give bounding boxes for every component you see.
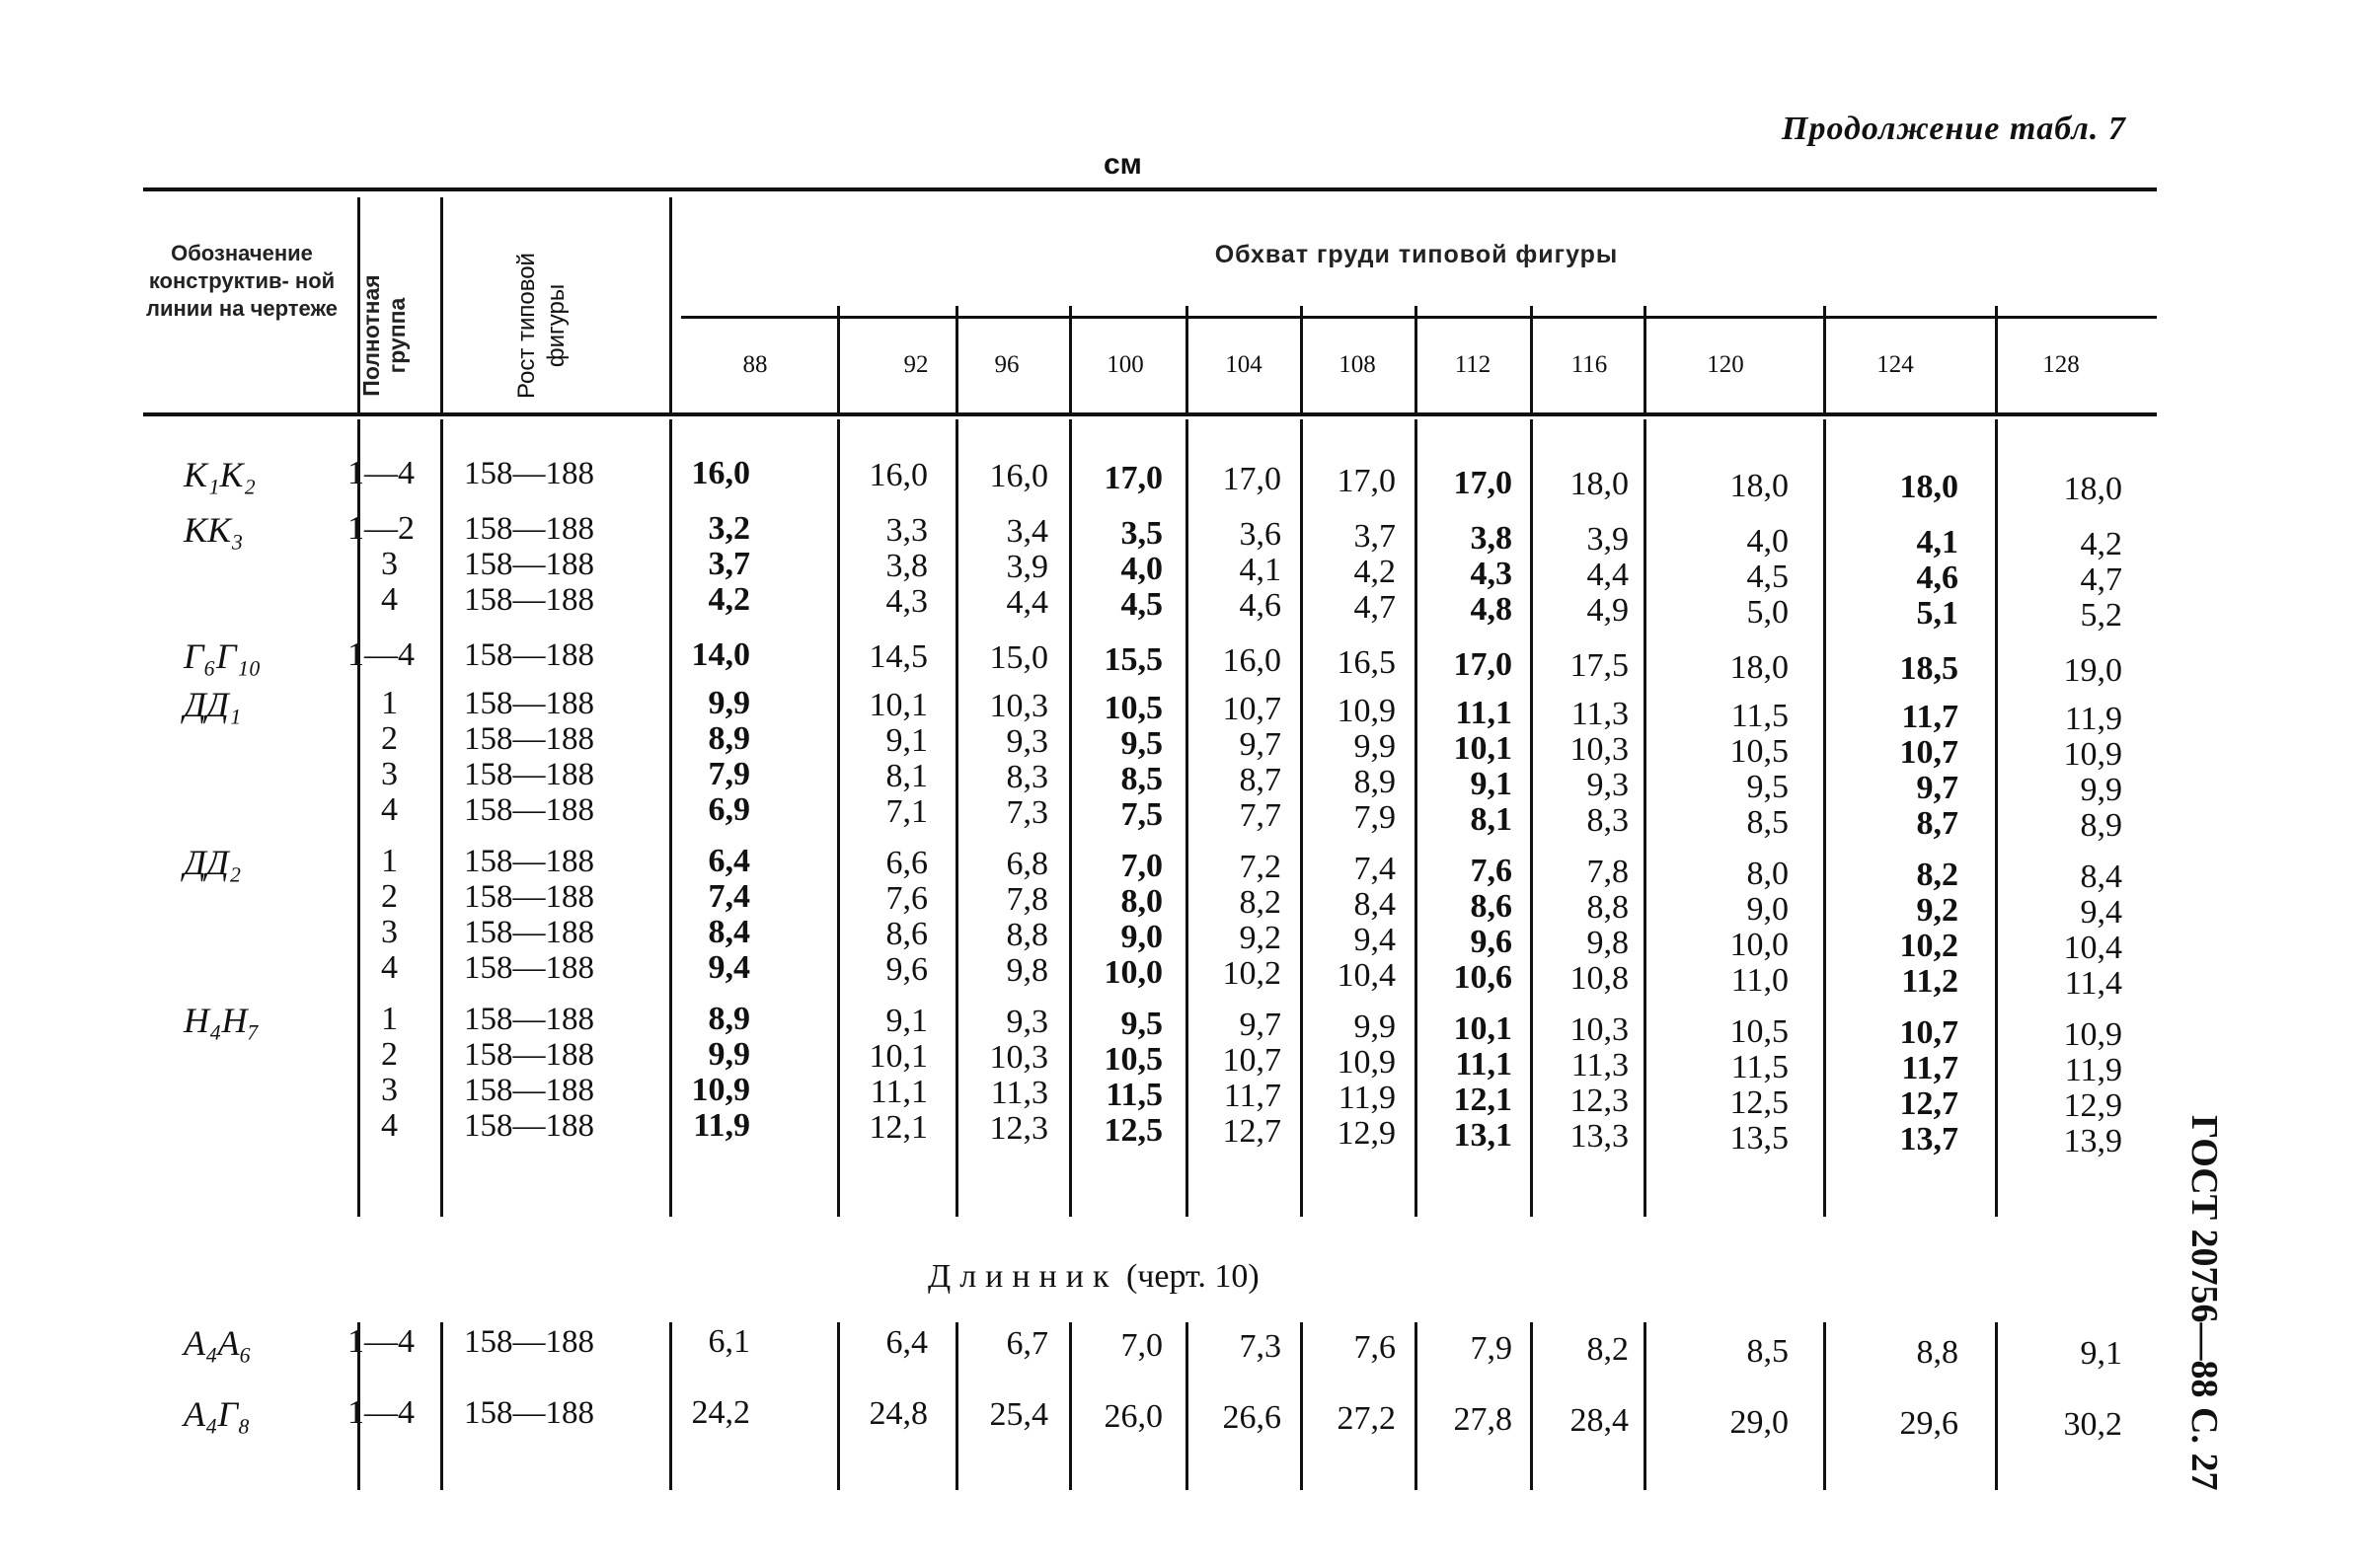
column-divider — [1414, 306, 1417, 412]
header-group: Полнотная группа — [358, 274, 410, 397]
height-cell: 158—188 — [464, 879, 594, 915]
group-cell: 3 — [381, 914, 398, 950]
column-divider — [1300, 306, 1303, 412]
value-cell: 7,0 — [1120, 848, 1163, 884]
value-cell: 8,5 — [1746, 804, 1789, 841]
value-cell: 18,0 — [2063, 471, 2122, 507]
value-cell: 12,5 — [1104, 1112, 1163, 1149]
value-cell: 9,7 — [1239, 726, 1281, 763]
value-cell: 12,7 — [1899, 1085, 1958, 1122]
value-cell: 11,3 — [990, 1075, 1048, 1111]
value-cell: 11,3 — [1570, 696, 1629, 732]
value-cell: 16,0 — [691, 455, 750, 491]
column-divider — [1530, 306, 1533, 412]
column-divider — [956, 306, 958, 412]
section-title: Длинник — [928, 1258, 1118, 1295]
row-label: K₁K₂ — [184, 455, 257, 494]
value-cell: 6,7 — [1006, 1325, 1048, 1362]
value-cell: 10,9 — [2063, 736, 2122, 773]
value-cell: 9,4 — [1353, 922, 1396, 958]
value-cell: 11,9 — [2064, 701, 2122, 737]
value-cell: 9,8 — [1006, 952, 1048, 989]
value-cell: 18,0 — [1729, 468, 1789, 504]
value-cell: 7,8 — [1006, 881, 1048, 918]
value-cell: 3,8 — [1470, 520, 1512, 557]
value-cell: 10,4 — [1337, 957, 1396, 994]
value-cell: 7,0 — [1120, 1327, 1163, 1364]
value-cell: 11,4 — [2064, 965, 2122, 1002]
height-cell: 158—188 — [464, 915, 594, 950]
unit-label: см — [1104, 148, 1142, 181]
row-label: ДД₁ — [184, 685, 242, 724]
value-cell: 6,4 — [708, 843, 750, 879]
value-cell: 12,3 — [1569, 1083, 1629, 1119]
value-cell: 30,2 — [2063, 1406, 2122, 1443]
value-cell: 9,1 — [2080, 1335, 2122, 1372]
value-cell: 6,9 — [708, 791, 750, 828]
value-cell: 9,1 — [885, 722, 928, 759]
value-cell: 9,9 — [708, 1036, 750, 1073]
value-cell: 9,9 — [2080, 772, 2122, 808]
value-cell: 27,2 — [1337, 1400, 1396, 1437]
chest-size-header: 92 — [903, 351, 929, 378]
value-cell: 7,9 — [1470, 1330, 1512, 1367]
value-cell: 9,0 — [1120, 919, 1163, 955]
value-cell: 7,3 — [1006, 794, 1048, 831]
value-cell: 12,5 — [1729, 1084, 1789, 1121]
height-cell: 158—188 — [464, 1324, 594, 1360]
value-cell: 9,5 — [1120, 725, 1163, 762]
value-cell: 10,6 — [1453, 959, 1512, 996]
value-cell: 12,9 — [1337, 1115, 1396, 1152]
chest-size-header: 96 — [994, 351, 1020, 378]
table-top-rule — [143, 187, 2157, 191]
value-cell: 8,0 — [1120, 883, 1163, 920]
row-label: Н₄Н₇ — [184, 1001, 261, 1040]
group-cell: 1—4 — [347, 636, 415, 673]
value-cell: 4,6 — [1239, 587, 1281, 624]
group-cell: 3 — [381, 1072, 398, 1108]
value-cell: 13,5 — [1729, 1120, 1789, 1157]
value-cell: 8,7 — [1239, 762, 1281, 798]
value-cell: 7,4 — [708, 878, 750, 915]
height-cell: 158—188 — [464, 511, 594, 547]
value-cell: 4,0 — [1746, 523, 1789, 560]
value-cell: 10,9 — [1337, 693, 1396, 729]
value-cell: 7,2 — [1239, 849, 1281, 885]
value-cell: 8,2 — [1239, 884, 1281, 921]
height-cell: 158—188 — [464, 844, 594, 879]
height-cell: 158—188 — [464, 686, 594, 721]
value-cell: 6,1 — [708, 1323, 750, 1360]
column-divider — [1995, 1322, 1998, 1490]
value-cell: 7,8 — [1586, 854, 1629, 890]
column-divider — [1995, 306, 1998, 412]
value-cell: 9,1 — [885, 1003, 928, 1039]
value-cell: 10,5 — [1729, 1013, 1789, 1050]
height-cell: 158—188 — [464, 456, 594, 491]
value-cell: 13,1 — [1453, 1117, 1512, 1154]
value-cell: 18,0 — [1729, 649, 1789, 686]
value-cell: 4,4 — [1006, 584, 1048, 621]
value-cell: 3,9 — [1006, 549, 1048, 585]
value-cell: 8,1 — [885, 758, 928, 794]
divider-chest — [669, 197, 672, 412]
value-cell: 11,3 — [1570, 1047, 1629, 1083]
group-cell: 3 — [381, 756, 398, 792]
value-cell: 16,0 — [1222, 642, 1281, 679]
value-cell: 9,7 — [1916, 770, 1958, 806]
value-cell: 18,0 — [1899, 469, 1958, 505]
value-cell: 10,1 — [1453, 730, 1512, 767]
value-cell: 10,7 — [1222, 691, 1281, 727]
chest-size-header: 120 — [1707, 351, 1744, 378]
chest-size-header: 128 — [2042, 351, 2080, 378]
value-cell: 16,0 — [989, 458, 1048, 494]
value-cell: 11,0 — [1730, 962, 1789, 999]
side-document-number: ГОСТ 20756—88 С. 27 — [2183, 1115, 2225, 1491]
value-cell: 25,4 — [989, 1396, 1048, 1433]
value-cell: 13,7 — [1899, 1121, 1958, 1157]
value-cell: 10,9 — [2063, 1016, 2122, 1053]
value-cell: 8,3 — [1586, 802, 1629, 839]
value-cell: 8,3 — [1006, 759, 1048, 795]
value-cell: 5,0 — [1746, 594, 1789, 631]
value-cell: 12,9 — [2063, 1087, 2122, 1124]
value-cell: 11,1 — [1455, 695, 1512, 731]
value-cell: 4,9 — [1586, 592, 1629, 629]
value-cell: 11,7 — [1901, 699, 1958, 735]
value-cell: 10,7 — [1899, 1014, 1958, 1051]
value-cell: 7,9 — [708, 756, 750, 792]
value-cell: 10,0 — [1104, 954, 1163, 991]
header-designation: Обозначение конструктив- ной линии на чертеже — [145, 241, 338, 321]
value-cell: 10,7 — [1222, 1042, 1281, 1079]
row-label: ДД₂ — [184, 843, 242, 882]
row-label: А₄Г₈ — [184, 1394, 251, 1434]
value-cell: 26,0 — [1104, 1398, 1163, 1435]
group-cell: 1 — [381, 1001, 398, 1037]
row-label: KK₃ — [184, 510, 244, 550]
chest-size-header: 116 — [1570, 351, 1608, 378]
value-cell: 10,3 — [989, 688, 1048, 724]
height-cell: 158—188 — [464, 1108, 594, 1144]
value-cell: 4,3 — [1470, 556, 1512, 592]
group-cell: 1—4 — [347, 1394, 415, 1431]
value-cell: 8,1 — [1470, 801, 1512, 838]
group-cell: 2 — [381, 720, 398, 757]
height-cell: 158—188 — [464, 582, 594, 618]
value-cell: 10,3 — [1569, 1011, 1629, 1048]
chest-size-header: 100 — [1107, 351, 1144, 378]
value-cell: 9,1 — [1470, 766, 1512, 802]
value-cell: 14,5 — [869, 638, 928, 675]
value-cell: 10,1 — [869, 687, 928, 723]
column-divider — [837, 306, 840, 412]
value-cell: 11,7 — [1223, 1078, 1281, 1114]
height-cell: 158—188 — [464, 1037, 594, 1073]
value-cell: 7,4 — [1353, 851, 1396, 887]
height-cell: 158—188 — [464, 792, 594, 828]
value-cell: 9,0 — [1746, 891, 1789, 928]
value-cell: 10,5 — [1104, 1041, 1163, 1078]
height-cell: 158—188 — [464, 950, 594, 986]
value-cell: 3,5 — [1120, 515, 1163, 552]
chest-size-header: 108 — [1338, 351, 1376, 378]
value-cell: 3,6 — [1239, 516, 1281, 553]
column-divider — [1644, 306, 1646, 412]
value-cell: 11,1 — [870, 1074, 928, 1110]
value-cell: 7,1 — [885, 793, 928, 830]
chest-size-header: 124 — [1876, 351, 1914, 378]
value-cell: 8,6 — [885, 916, 928, 952]
value-cell: 4,7 — [1353, 589, 1396, 626]
value-cell: 8,2 — [1586, 1331, 1629, 1368]
value-cell: 29,6 — [1899, 1405, 1958, 1442]
value-cell: 7,3 — [1239, 1328, 1281, 1365]
group-cell: 2 — [381, 878, 398, 915]
height-cell: 158—188 — [464, 757, 594, 792]
value-cell: 8,4 — [1353, 886, 1396, 923]
value-cell: 7,5 — [1120, 796, 1163, 833]
value-cell: 11,5 — [1730, 698, 1789, 734]
value-cell: 9,8 — [1586, 925, 1629, 961]
value-cell: 4,6 — [1916, 560, 1958, 596]
value-cell: 10,0 — [1729, 927, 1789, 963]
value-cell: 3,4 — [1006, 513, 1048, 550]
value-cell: 10,9 — [1337, 1044, 1396, 1081]
value-cell: 10,2 — [1222, 955, 1281, 992]
section-heading — [928, 1258, 1260, 1296]
value-cell: 11,1 — [1455, 1046, 1512, 1083]
value-cell: 11,2 — [1901, 963, 1958, 1000]
value-cell: 17,5 — [1569, 647, 1629, 684]
value-cell: 9,4 — [708, 949, 750, 986]
column-divider — [1823, 306, 1826, 412]
value-cell: 6,4 — [885, 1324, 928, 1361]
value-cell: 11,9 — [693, 1107, 750, 1144]
column-divider — [1644, 1322, 1646, 1490]
value-cell: 10,1 — [869, 1038, 928, 1075]
value-cell: 12,7 — [1222, 1113, 1281, 1150]
value-cell: 9,3 — [1586, 767, 1629, 803]
value-cell: 11,5 — [1730, 1049, 1789, 1085]
value-cell: 10,4 — [2063, 930, 2122, 966]
value-cell: 10,1 — [1453, 1010, 1512, 1047]
value-cell: 11,5 — [1106, 1077, 1163, 1113]
value-cell: 24,2 — [691, 1394, 750, 1431]
value-cell: 10,7 — [1899, 734, 1958, 771]
group-cell: 4 — [381, 791, 398, 828]
value-cell: 10,5 — [1104, 690, 1163, 726]
column-divider — [1995, 419, 1998, 1217]
value-cell: 4,5 — [1746, 559, 1789, 595]
chest-size-header: 112 — [1454, 351, 1491, 378]
group-cell: 1—4 — [347, 1323, 415, 1360]
group-cell: 1 — [381, 843, 398, 879]
group-cell: 4 — [381, 1107, 398, 1144]
value-cell: 8,9 — [2080, 807, 2122, 844]
value-cell: 9,5 — [1746, 769, 1789, 805]
value-cell: 9,2 — [1916, 892, 1958, 929]
value-cell: 15,0 — [989, 639, 1048, 676]
row-label: Г₆Г₁₀ — [184, 636, 262, 676]
chest-size-header: 104 — [1225, 351, 1262, 378]
value-cell: 9,9 — [708, 685, 750, 721]
value-cell: 17,0 — [1453, 646, 1512, 683]
column-divider — [440, 1322, 443, 1490]
value-cell: 3,2 — [708, 510, 750, 547]
row-label: А₄А₆ — [184, 1323, 253, 1363]
height-cell: 158—188 — [464, 1073, 594, 1108]
value-cell: 10,5 — [1729, 733, 1789, 770]
height-cell: 158—188 — [464, 547, 594, 582]
group-cell: 1—2 — [347, 510, 415, 547]
column-divider — [1823, 1322, 1826, 1490]
value-cell: 3,7 — [708, 546, 750, 582]
column-divider — [1069, 306, 1072, 412]
value-cell: 26,6 — [1222, 1399, 1281, 1436]
group-cell: 3 — [381, 546, 398, 582]
group-cell: 4 — [381, 581, 398, 618]
value-cell: 17,0 — [1222, 461, 1281, 497]
column-divider — [1185, 306, 1188, 412]
value-cell: 7,6 — [1353, 1329, 1396, 1366]
header-bottom-rule — [143, 412, 2157, 416]
height-cell: 158—188 — [464, 1395, 594, 1431]
value-cell: 10,3 — [989, 1039, 1048, 1076]
value-cell: 8,4 — [2080, 859, 2122, 895]
value-cell: 9,9 — [1353, 728, 1396, 765]
value-cell: 9,2 — [1239, 920, 1281, 956]
column-divider — [1823, 419, 1826, 1217]
value-cell: 24,8 — [869, 1395, 928, 1432]
value-cell: 4,8 — [1470, 591, 1512, 628]
value-cell: 17,0 — [1104, 460, 1163, 496]
group-cell: 2 — [381, 1036, 398, 1073]
value-cell: 4,1 — [1239, 552, 1281, 588]
height-cell: 158—188 — [464, 1002, 594, 1037]
value-cell: 5,1 — [1916, 595, 1958, 632]
value-cell: 4,2 — [1353, 554, 1396, 590]
value-cell: 10,2 — [1899, 928, 1958, 964]
value-cell: 12,3 — [989, 1110, 1048, 1147]
value-cell: 8,9 — [708, 1001, 750, 1037]
value-cell: 10,3 — [1569, 731, 1629, 768]
value-cell: 9,7 — [1239, 1007, 1281, 1043]
value-cell: 4,2 — [708, 581, 750, 618]
value-cell: 12,1 — [1453, 1082, 1512, 1118]
value-cell: 14,0 — [691, 636, 750, 673]
value-cell: 8,6 — [1470, 888, 1512, 925]
value-cell: 3,8 — [885, 548, 928, 584]
divider-height — [440, 197, 443, 412]
group-cell: 1 — [381, 685, 398, 721]
value-cell: 9,3 — [1006, 1004, 1048, 1040]
value-cell: 28,4 — [1569, 1402, 1629, 1439]
value-cell: 27,8 — [1453, 1401, 1512, 1438]
value-cell: 11,7 — [1901, 1050, 1958, 1086]
value-cell: 5,2 — [2080, 597, 2122, 634]
height-cell: 158—188 — [464, 637, 594, 673]
value-cell: 10,8 — [1569, 960, 1629, 997]
value-cell: 4,0 — [1120, 551, 1163, 587]
value-cell: 11,9 — [1338, 1080, 1396, 1116]
value-cell: 11,9 — [2064, 1052, 2122, 1088]
value-cell: 3,9 — [1586, 521, 1629, 558]
value-cell: 8,8 — [1916, 1334, 1958, 1371]
chest-size-header: 88 — [742, 351, 768, 378]
height-cell: 158—188 — [464, 721, 594, 757]
value-cell: 16,0 — [869, 457, 928, 493]
column-divider — [1644, 419, 1646, 1217]
value-cell: 18,5 — [1899, 650, 1958, 687]
value-cell: 8,9 — [1353, 764, 1396, 800]
value-cell: 18,0 — [1569, 466, 1629, 502]
value-cell: 7,6 — [1470, 853, 1512, 889]
value-cell: 4,2 — [2080, 526, 2122, 562]
value-cell: 29,0 — [1729, 1404, 1789, 1441]
value-cell: 8,8 — [1586, 889, 1629, 926]
value-cell: 4,7 — [2080, 561, 2122, 598]
value-cell: 7,7 — [1239, 797, 1281, 834]
value-cell: 9,3 — [1006, 723, 1048, 760]
value-cell: 7,6 — [885, 880, 928, 917]
value-cell: 13,9 — [2063, 1123, 2122, 1159]
value-cell: 9,6 — [885, 951, 928, 988]
value-cell: 9,6 — [1470, 924, 1512, 960]
value-cell: 8,0 — [1746, 856, 1789, 892]
value-cell: 12,1 — [869, 1109, 928, 1146]
value-cell: 8,2 — [1916, 857, 1958, 893]
value-cell: 9,9 — [1353, 1008, 1396, 1045]
group-cell: 4 — [381, 949, 398, 986]
header-height: Рост типовой фигуры — [513, 253, 570, 399]
value-cell: 8,5 — [1120, 761, 1163, 797]
group-cell: 1—4 — [347, 455, 415, 491]
header-chest-title: Обхват груди типовой фигуры — [1214, 241, 1619, 268]
value-cell: 8,5 — [1746, 1333, 1789, 1370]
value-cell: 3,3 — [885, 512, 928, 549]
value-cell: 15,5 — [1104, 641, 1163, 678]
value-cell: 16,5 — [1337, 644, 1396, 681]
value-cell: 4,1 — [1916, 524, 1958, 560]
value-cell: 3,7 — [1353, 518, 1396, 555]
value-cell: 6,8 — [1006, 846, 1048, 882]
section-note: (черт. 10) — [1125, 1258, 1260, 1295]
value-cell: 17,0 — [1337, 463, 1396, 499]
value-cell: 4,5 — [1120, 586, 1163, 623]
value-cell: 19,0 — [2063, 652, 2122, 689]
value-cell: 13,3 — [1569, 1118, 1629, 1155]
chest-subheader-rule — [681, 316, 2157, 319]
value-cell: 10,9 — [691, 1072, 750, 1108]
value-cell: 8,7 — [1916, 805, 1958, 842]
value-cell: 6,6 — [885, 845, 928, 881]
value-cell: 8,8 — [1006, 917, 1048, 953]
value-cell: 9,4 — [2080, 894, 2122, 931]
value-cell: 8,9 — [708, 720, 750, 757]
continuation-title: Продолжение табл. 7 — [1782, 111, 2126, 147]
value-cell: 8,4 — [708, 914, 750, 950]
value-cell: 7,9 — [1353, 799, 1396, 836]
value-cell: 4,3 — [885, 583, 928, 620]
value-cell: 17,0 — [1453, 465, 1512, 501]
value-cell: 9,5 — [1120, 1006, 1163, 1042]
value-cell: 4,4 — [1586, 557, 1629, 593]
